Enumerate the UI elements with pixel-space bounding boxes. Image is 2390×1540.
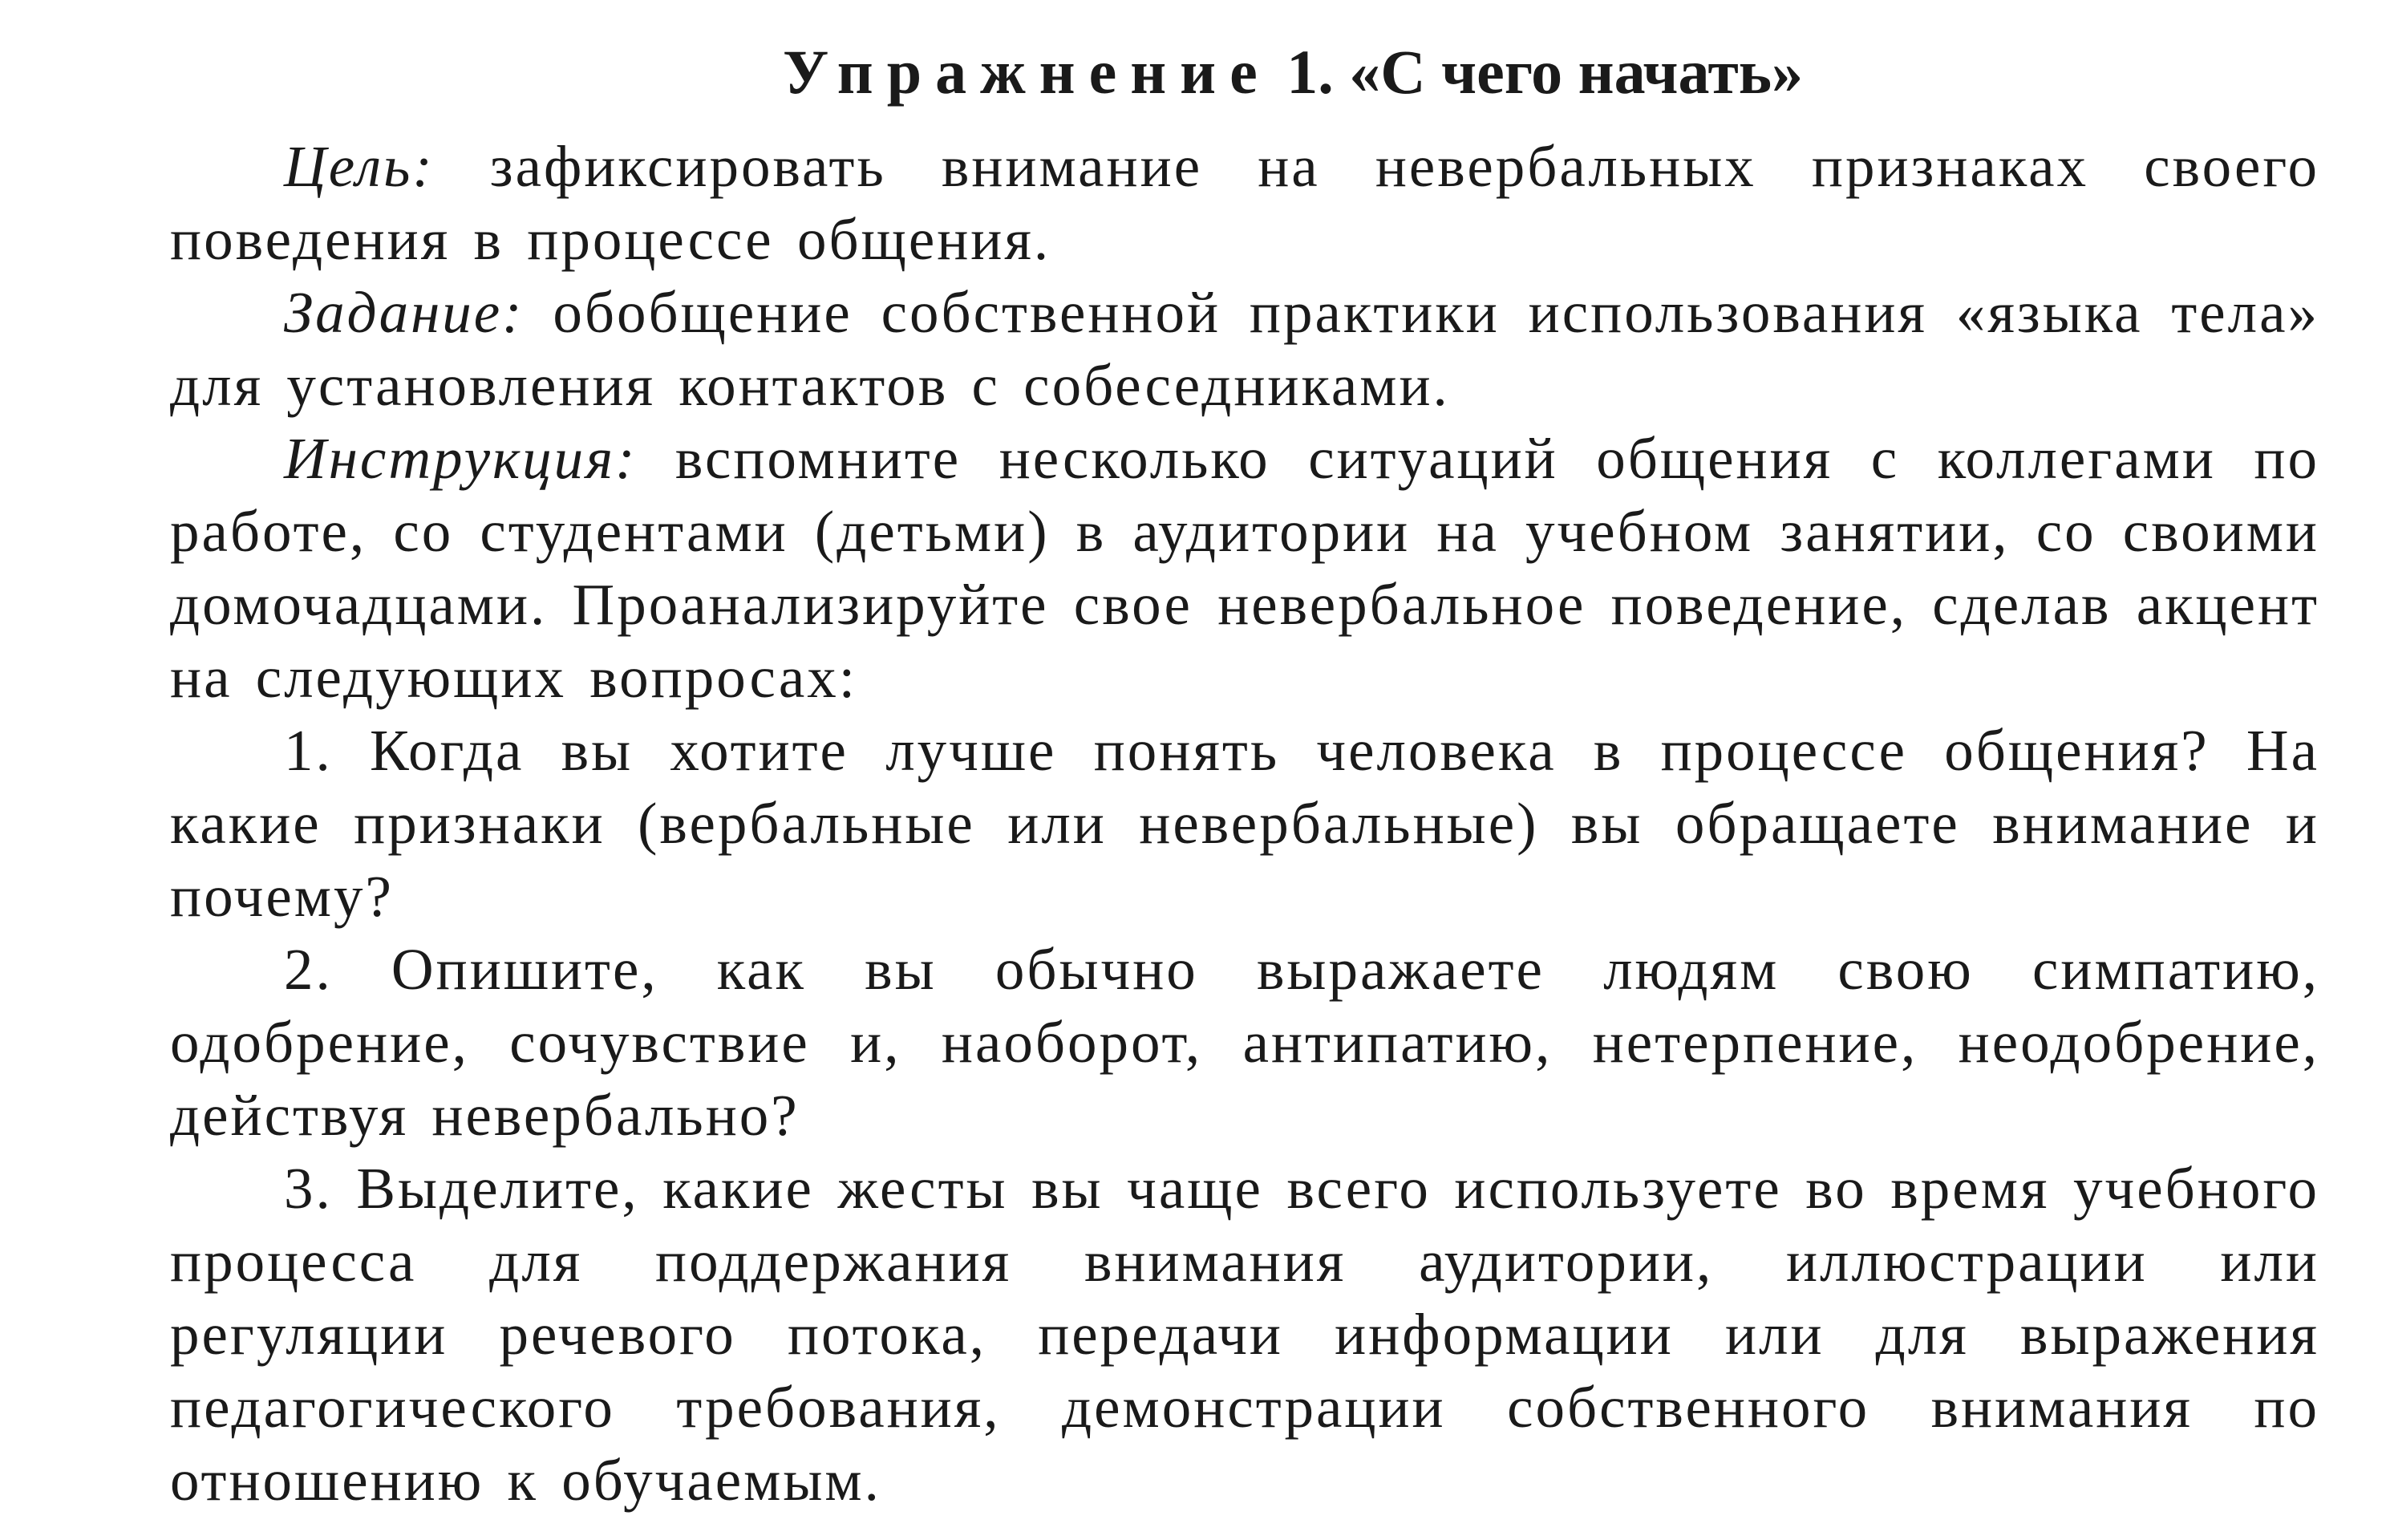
question-2-text: 2. Опишите, как вы обычно выражаете людям свою симпатию, одобрение, сочувствие и, наоборот, антипатию, нетерпение, неодобрение, действуя невербально? [170, 937, 2319, 1148]
document-page [170, 32, 2319, 1517]
instruction-paragraph [170, 422, 2319, 714]
task-label: Задание: [284, 280, 525, 345]
question-3 [170, 1152, 2319, 1517]
question-3-text: 3. Выделите, какие жесты вы чаще всего используете во время учебного процесса для поддержания внимания аудитории, иллюстрации или регуляции речевого потока, передачи информации или для выражения педагогического требования, демонстрации собственного внимания по отношению к обучаемым. [170, 1156, 2319, 1513]
exercise-title-rest: 1. «С чего начать» [1270, 37, 1804, 107]
goal-paragraph [170, 130, 2319, 276]
goal-label: Цель: [284, 134, 435, 199]
question-2 [170, 933, 2319, 1152]
question-1 [170, 714, 2319, 933]
exercise-title-word: Упражнение [782, 37, 1271, 107]
task-paragraph [170, 276, 2319, 422]
instruction-text: вспомните несколько ситуаций общения с коллегами по работе, со студентами (детьми) в аудитории на учебном занятии, со своими домочадцами. Проанализируйте свое невербальное поведение, сделав акцент на следующих вопросах: [170, 426, 2319, 710]
goal-text: зафиксировать внимание на невербальных признаках своего поведения в процессе общения. [170, 134, 2319, 272]
exercise-title [170, 32, 2319, 112]
instruction-label: Инструкция: [284, 426, 638, 491]
question-1-text: 1. Когда вы хотите лучше понять человека в процессе общения? На какие признаки (вербальные или невербальные) вы обращаете внимание и почему? [170, 718, 2319, 929]
task-text: обобщение собственной практики использования «языка тела» для установления контактов с собеседниками. [170, 280, 2319, 418]
